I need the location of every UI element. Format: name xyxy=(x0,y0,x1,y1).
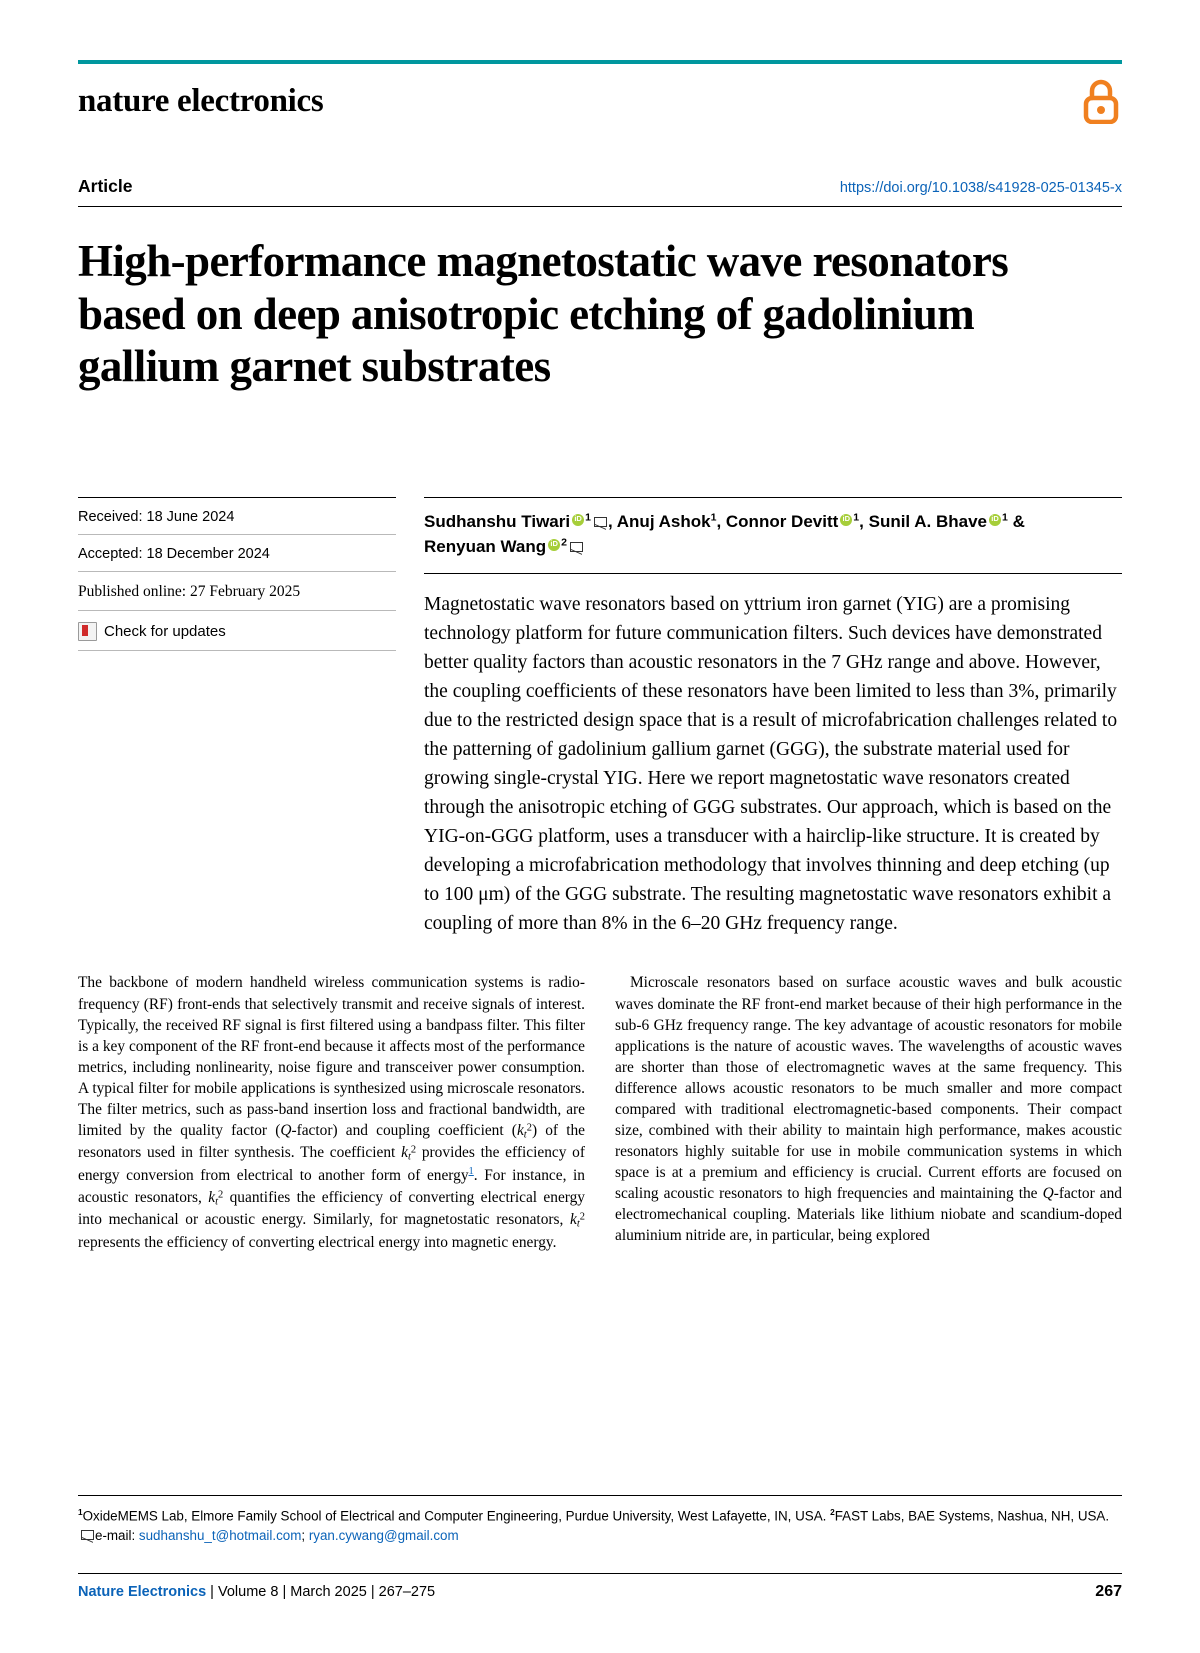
page-title: High-performance magnetostatic wave resonators based on deep anisotropic etching of gadolinium gallium garnet substrates xyxy=(78,236,1009,392)
open-access-icon xyxy=(1080,78,1122,124)
email-separator: ; xyxy=(301,1527,309,1543)
email-link-2[interactable]: ryan.cywang@gmail.com xyxy=(308,1527,459,1543)
abstract-text: Magnetostatic wave resonators based on yttrium iron garnet (YIG) are a promising technology platform for future communication filters. Such devices have demonstrated better quality factors than acoustic resonators in the 7 GHz range and above. However, the coupling coefficients of these resonators have been limited to less than 3%, primarily due to the restricted design space that is a result of microfabrication challenges related to the patterning of gadolinium gallium garnet (GGG), the substrate material used for growing single-crystal YIG. Here we report magnetostatic wave resonators created through the anisotropic etching of GGG substrates. Our approach, which is based on the YIG-on-GGG platform, uses a transducer with a hairclip-like structure. It is created by developing a microfabrication methodology that involves thinning and deep etching (up to 100 μm) of the GGG substrate. The resulting magnetostatic wave resonators exhibit a coupling of more than 8% in the 6–20 GHz frequency range. xyxy=(424,593,1118,935)
masthead xyxy=(78,78,1122,124)
orcid-icon[interactable] xyxy=(840,514,852,526)
doi-link[interactable]: https://doi.org/10.1038/s41928-025-01345-x xyxy=(839,180,1122,196)
article-type-label: Article xyxy=(78,176,133,196)
author-affil-marker: 1 xyxy=(585,511,591,524)
body-text-7: represents the efficiency of converting electrical energy into magnetic energy. xyxy=(78,1234,557,1252)
q-factor-symbol: Q xyxy=(280,1121,292,1139)
received-date: Received: 18 June 2024 xyxy=(78,497,396,535)
body-column-right xyxy=(615,972,1122,1253)
kt2-symbol: $k_t^2$ xyxy=(208,1188,224,1208)
affiliations xyxy=(78,1495,1122,1545)
author-affil-marker: 1 xyxy=(853,511,860,524)
footer-citation xyxy=(78,1584,435,1600)
author-tiwari[interactable]: Sudhanshu Tiwari xyxy=(424,511,571,531)
body-text-6: quantifies the efficiency of converting electrical energy into mechanical or acoustic energy. Similarly, for magnetostatic resonators, xyxy=(78,1188,586,1229)
email-icon[interactable] xyxy=(594,517,607,527)
author-devitt[interactable]: , Connor Devitt xyxy=(716,511,839,531)
reference-link-1[interactable]: 1 xyxy=(468,1166,474,1178)
author-bhave[interactable]: , Sunil A. Bhave xyxy=(859,511,987,531)
page-number: 267 xyxy=(1095,1583,1122,1600)
author-conjunction: & xyxy=(1007,511,1025,531)
abstract-column xyxy=(414,497,1122,939)
affil-marker-2: 2 xyxy=(830,1506,835,1517)
author-list xyxy=(424,497,1122,574)
publication-history xyxy=(78,497,414,939)
affiliation-1: OxideMEMS Lab, Elmore Family School of Electrical and Computer Engineering, Purdue University, West Lafayette, IN, USA. xyxy=(82,1508,831,1524)
crossmark-icon xyxy=(78,622,97,641)
affil-marker-1: 1 xyxy=(78,1506,83,1517)
body-text-8: Microscale resonators based on surface acoustic waves and bulk acoustic waves dominate the RF front-end market because of their high performance in the sub-6 GHz frequency range. The key advantage of acoustic resonators for mobile applications is the nature of acoustic waves. The wavelengths of acoustic waves are shorter than those of electromagnetic waves at the same frequency. This difference allows acoustic resonators to be much smaller and more compact compared with traditional electromagnetic-based components. Their compact size, combined with their ability to maintain high performance, makes acoustic resonators highly suitable for use in mobile communication systems in which space is at a premium and efficiency is crucial. Current efforts are focused on scaling acoustic resonators to high frequencies and maintaining the xyxy=(615,974,1122,1202)
author-affil-marker: 2 xyxy=(561,536,568,549)
accepted-date: Accepted: 18 December 2024 xyxy=(78,535,396,572)
body-columns xyxy=(78,972,1122,1253)
kt2-symbol: $k_t^2$ xyxy=(570,1211,586,1231)
kt2-symbol: $k_t^2$ xyxy=(401,1144,417,1164)
article-page xyxy=(0,60,1200,1653)
body-text-3: ) of the resonators used in filter synthesis. The coefficient xyxy=(78,1121,585,1162)
journal-name: nature electronics xyxy=(78,82,324,119)
email-icon[interactable] xyxy=(570,542,583,552)
check-for-updates[interactable] xyxy=(78,611,396,651)
body-text-5: . For instance, in acoustic resonators, xyxy=(78,1167,585,1206)
author-affil-marker: 1 xyxy=(1002,511,1008,524)
body-text-4: provides the efficiency of energy conversion from electrical to another form of energy xyxy=(78,1144,585,1185)
author-ashok[interactable]: , Anuj Ashok xyxy=(607,511,711,531)
body-text-9: -factor and electromechanical coupling. Materials like lithium niobate and scandium-doped aluminium nitride are, in particular, being explored xyxy=(615,1184,1122,1244)
footer-bar xyxy=(78,1573,1122,1601)
body-column-left xyxy=(78,972,585,1253)
affiliation-2: FAST Labs, BAE Systems, Nashua, NH, USA. xyxy=(834,1508,1110,1524)
orcid-icon[interactable] xyxy=(989,514,1001,526)
article-header-line xyxy=(78,176,1122,207)
top-rule xyxy=(78,60,1122,64)
orcid-icon[interactable] xyxy=(572,514,584,526)
check-for-updates-label: Check for updates xyxy=(104,622,226,640)
author-wang[interactable]: Renyuan Wang xyxy=(424,537,547,557)
email-icon xyxy=(81,1530,94,1540)
footer-journal-name[interactable]: Nature Electronics xyxy=(78,1584,207,1600)
author-affil-marker: 1 xyxy=(710,511,717,524)
body-text-2: -factor) and coupling coefficient ( xyxy=(291,1121,517,1139)
page-footer xyxy=(78,1495,1122,1601)
email-link-1[interactable]: sudhanshu_t@hotmail.com xyxy=(138,1527,302,1543)
email-label: e-mail: xyxy=(95,1527,139,1543)
footer-volume-info: | Volume 8 | March 2025 | 267–275 xyxy=(210,1584,436,1600)
body-text-1: The backbone of modern handheld wireless communication systems is radio-frequency (RF) front-ends that selectively transmit and receive signals of interest. Typically, the received RF signal is first filtered using a bandpass filter. This filter is a key component of the RF front-end because it affects most of the performance metrics, including nonlinearity, noise figure and transceiver power consumption. A typical filter for mobile applications is synthesized using microscale resonators. The filter metrics, such as pass-band insertion loss and fractional bandwidth, are limited by the quality factor ( xyxy=(78,974,585,1139)
orcid-icon[interactable] xyxy=(548,539,560,551)
metadata-and-abstract xyxy=(78,497,1122,939)
q-factor-symbol: Q xyxy=(1042,1184,1054,1202)
kt2-symbol: $k_t^2$ xyxy=(516,1121,532,1141)
published-date: Published online: 27 February 2025 xyxy=(78,572,396,611)
